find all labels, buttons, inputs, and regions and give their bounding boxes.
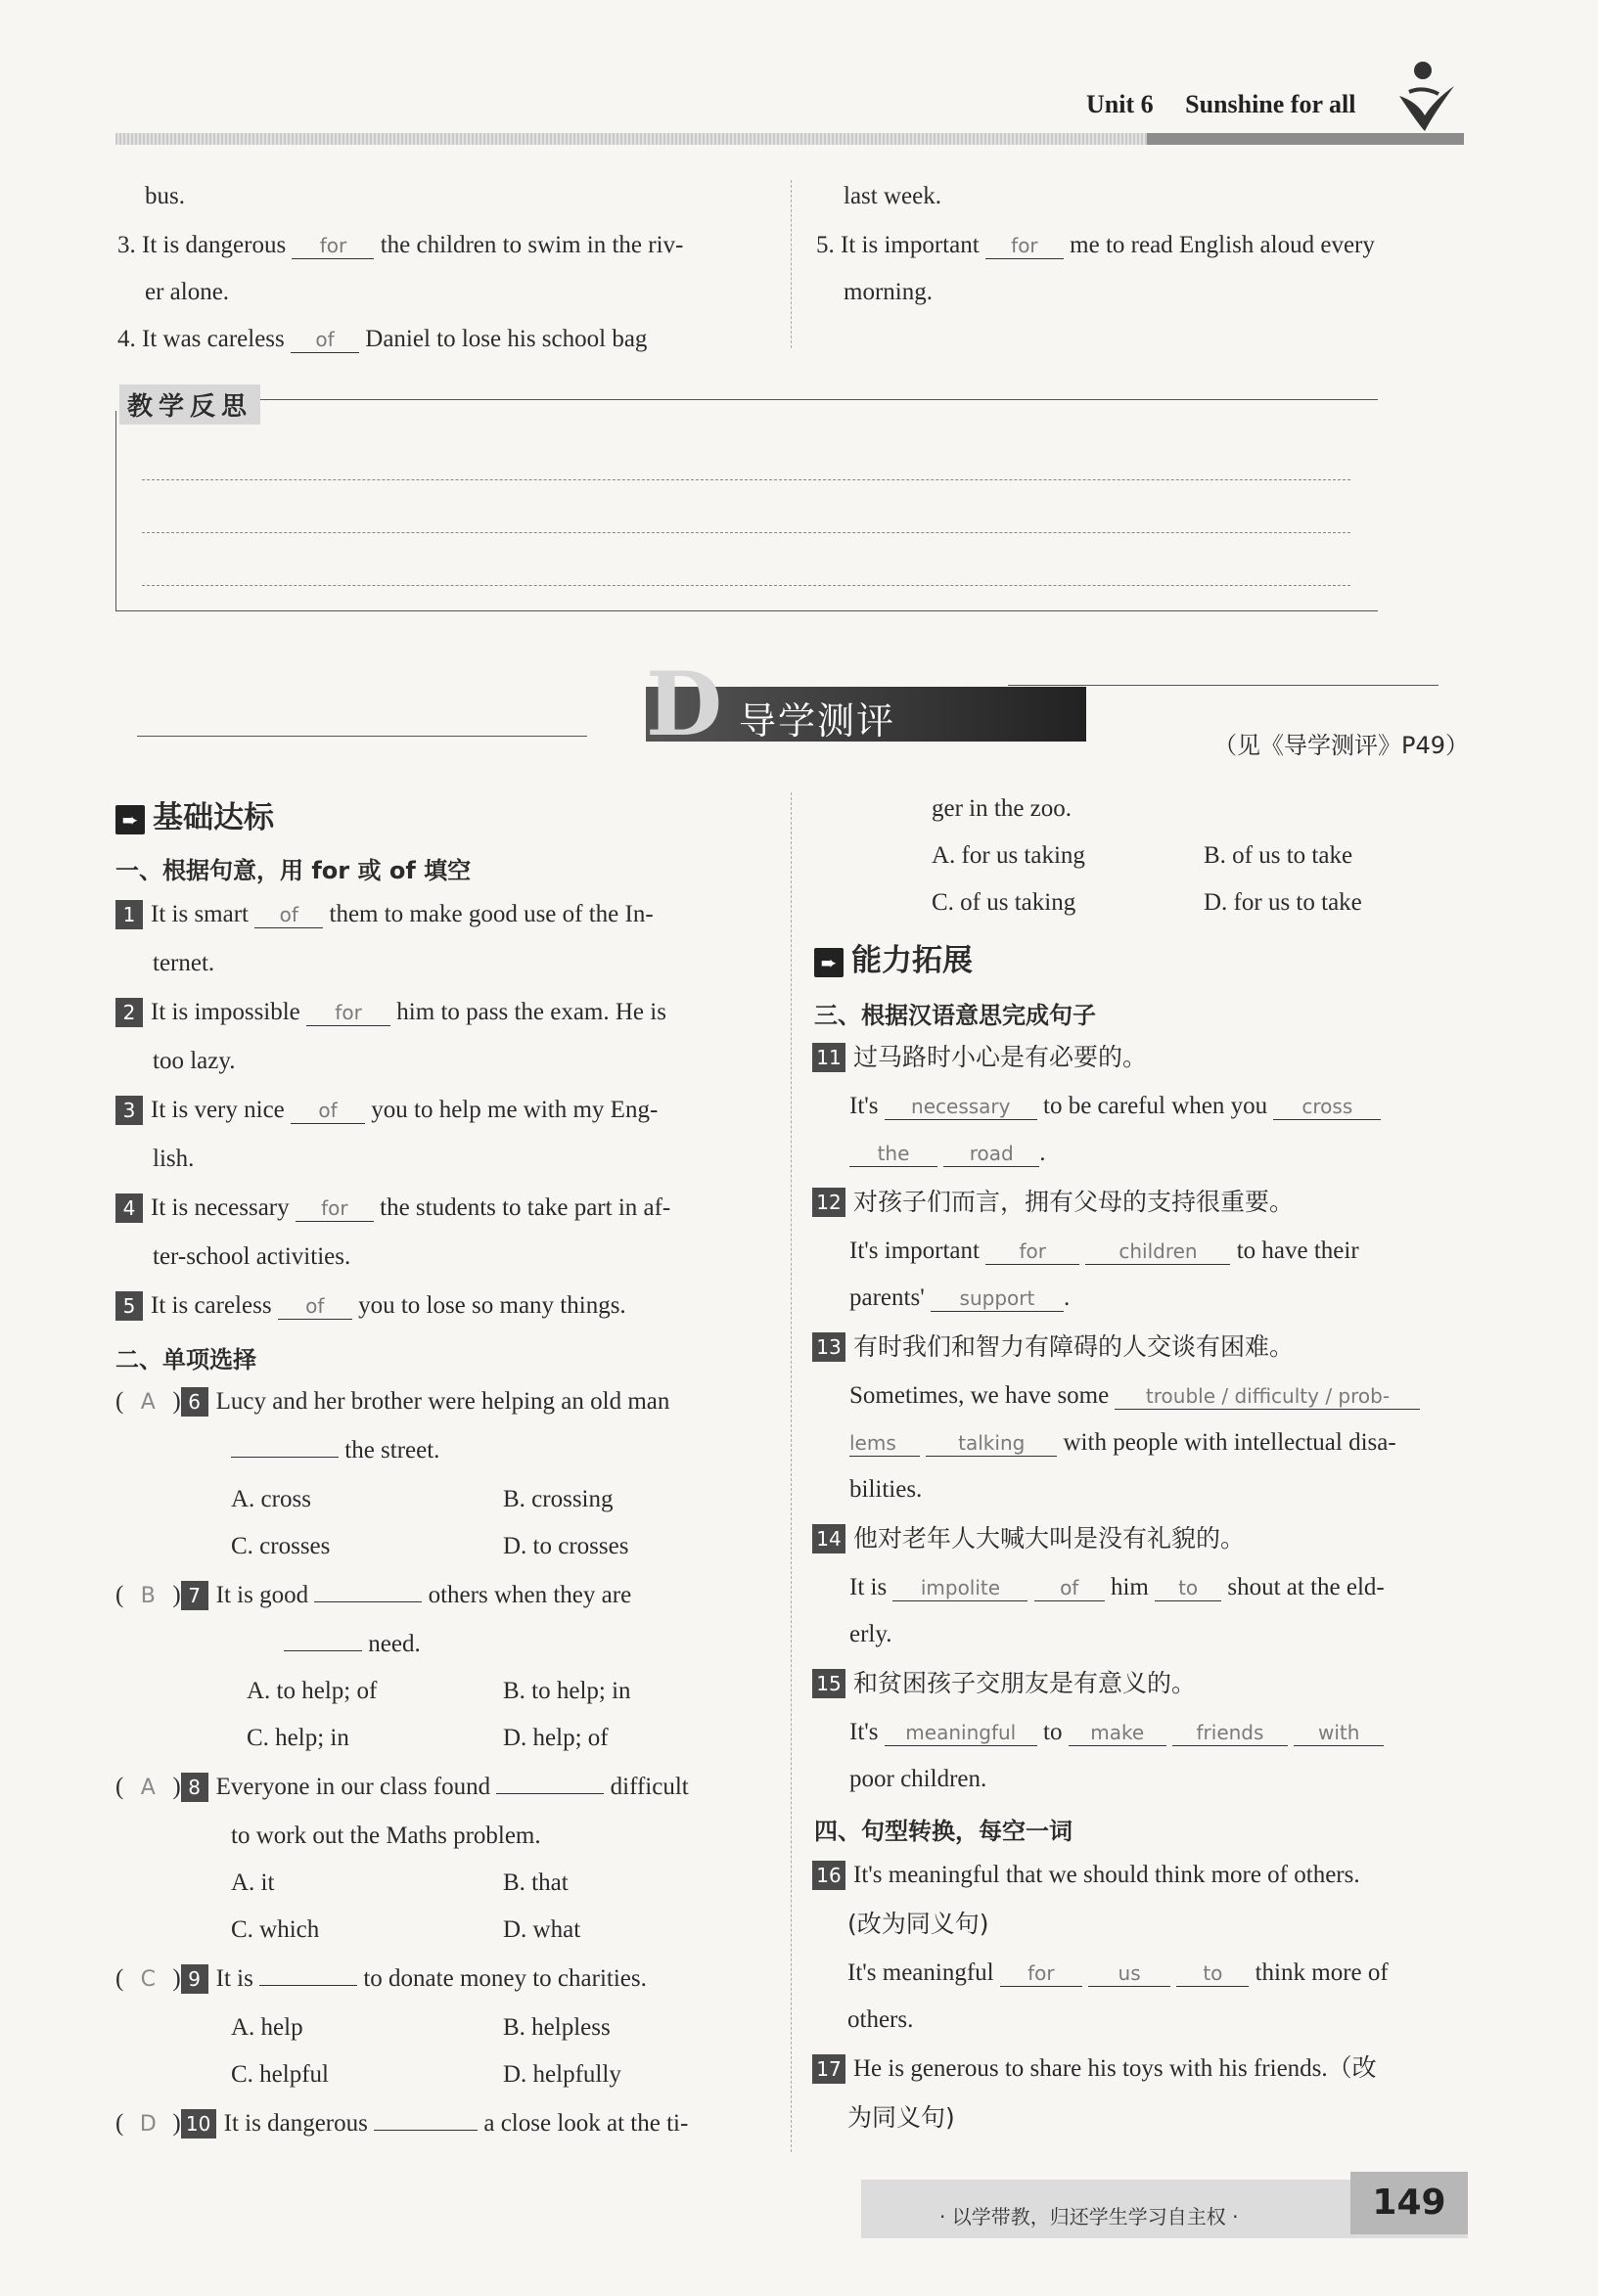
top-line: er alone.: [145, 279, 230, 305]
answer-blank[interactable]: to: [1176, 1960, 1249, 1987]
answer-blank[interactable]: make: [1069, 1720, 1166, 1746]
option[interactable]: C. of us taking: [932, 889, 1076, 916]
answer-blank[interactable]: to: [1155, 1575, 1221, 1601]
part-heading: 一、根据句意，用 for 或 of 填空: [115, 857, 472, 884]
question-5: 5 It is careless of you to lose so many things.: [115, 1291, 626, 1321]
answer-blank[interactable]: children: [1085, 1238, 1230, 1265]
question-1-cont: ternet.: [153, 950, 215, 976]
answer-blank[interactable]: of: [291, 327, 359, 353]
question-12: 12 对孩子们而言，拥有父母的支持很重要。: [812, 1188, 1294, 1217]
answer-slot[interactable]: A: [140, 1776, 156, 1800]
answer-14-cont: erly.: [849, 1621, 892, 1647]
answer-blank[interactable]: talking: [926, 1430, 1057, 1457]
answer-blank[interactable]: for: [292, 233, 374, 259]
option[interactable]: C. help; in: [247, 1725, 349, 1751]
section-heading: ➨ 基础达标: [115, 792, 274, 836]
part-heading: 三、根据汉语意思完成句子: [814, 1002, 1096, 1029]
unit-number: Unit 6: [1086, 90, 1154, 118]
option[interactable]: A. to help; of: [247, 1678, 378, 1704]
question-6: ( A ) 6 Lucy and her brother were helping an old man: [115, 1387, 669, 1418]
answer-11: It's necessary to be careful when you cross: [849, 1092, 1381, 1121]
question-16-note: (改为同义句): [847, 1910, 989, 1938]
answer-blank[interactable]: for: [985, 1238, 1079, 1265]
question-10-cont: ger in the zoo.: [932, 795, 1073, 822]
answer-blank[interactable]: trouble / difficulty / prob-: [1115, 1383, 1420, 1410]
option[interactable]: B. of us to take: [1204, 842, 1353, 869]
answer-slot[interactable]: A: [140, 1390, 156, 1415]
option[interactable]: B. that: [503, 1869, 569, 1896]
part-heading: 四、句型转换，每空一词: [814, 1818, 1073, 1845]
answer-11-cont: the road .: [849, 1139, 1046, 1168]
answer-12: It's important for children to have their: [849, 1238, 1359, 1264]
arrow-icon: ➨: [814, 948, 844, 977]
top-line: morning.: [844, 279, 933, 305]
reference-note: （见《导学测评》P49）: [1213, 732, 1470, 759]
answer-blank[interactable]: of: [278, 1293, 352, 1320]
question-8: ( A ) 8 Everyone in our class found difficult: [115, 1773, 689, 1803]
answer-13: Sometimes, we have some trouble / difficulty / prob-: [849, 1381, 1420, 1411]
question-3-cont: lish.: [153, 1146, 195, 1172]
banner-rule-right: [1008, 685, 1438, 686]
part-heading: 二、单项选择: [115, 1346, 256, 1373]
top-question-4: 4. It was careless of Daniel to lose his school bag: [117, 326, 648, 352]
option[interactable]: D. help; of: [503, 1725, 609, 1751]
column-divider: [791, 180, 792, 348]
question-14: 14 他对老年人大喊大叫是没有礼貌的。: [812, 1524, 1245, 1553]
question-7: ( B ) 7 It is good others when they are: [115, 1581, 631, 1611]
header-rule-accent: [1147, 133, 1464, 145]
question-7-cont: need.: [284, 1630, 421, 1659]
page-header: [1086, 90, 1355, 119]
answer-blank[interactable]: us: [1088, 1960, 1170, 1987]
top-question-5: 5. It is important for me to read English aloud every: [816, 232, 1375, 258]
answer-blank[interactable]: impolite: [892, 1575, 1027, 1601]
question-2-cont: too lazy.: [153, 1048, 236, 1074]
answer-15-cont: poor children.: [849, 1766, 987, 1792]
answer-15: It's meaningful to make friends with: [849, 1718, 1384, 1747]
footer-motto: · 以学带教，归还学生学习自主权 ·: [939, 2205, 1239, 2228]
question-4: 4 It is necessary for the students to take part in af-: [115, 1193, 670, 1223]
column-divider: [791, 792, 792, 2152]
top-line: bus.: [145, 183, 185, 209]
question-6-cont: the street.: [231, 1436, 439, 1465]
banner-rule-left: [137, 736, 587, 737]
answer-blank[interactable]: of: [291, 1098, 365, 1124]
option[interactable]: D. what: [503, 1916, 581, 1943]
question-4-cont: ter-school activities.: [153, 1243, 351, 1270]
answer-16: It's meaningful for us to think more of: [847, 1959, 1389, 1986]
question-17: 17 He is generous to share his toys with his friends.（改: [812, 2054, 1377, 2084]
question-15: 15 和贫困孩子交朋友是有意义的。: [812, 1669, 1196, 1698]
arrow-icon: ➨: [115, 805, 145, 834]
reflection-line[interactable]: [142, 532, 1350, 533]
question-16: 16 It's meaningful that we should think more of others.: [812, 1861, 1360, 1890]
option[interactable]: B. helpless: [503, 2014, 611, 2041]
question-9: ( C ) 9 It is to donate money to charities.: [115, 1964, 647, 1995]
answer-blank[interactable]: road: [943, 1141, 1039, 1167]
reflection-line[interactable]: [142, 585, 1350, 586]
answer-13-cont: lems talking with people with intellectual disa-: [849, 1429, 1396, 1456]
answer-blank[interactable]: for: [1000, 1960, 1082, 1987]
reflection-box-top: [245, 399, 1378, 400]
option[interactable]: A. cross: [231, 1486, 311, 1512]
question-3: 3 It is very nice of you to help me with my Eng-: [115, 1096, 658, 1125]
answer-blank[interactable]: meaningful: [885, 1720, 1037, 1746]
question-2: 2 It is impossible for him to pass the exam. He is: [115, 998, 666, 1027]
option[interactable]: D. helpfully: [503, 2061, 621, 2088]
section-banner: [568, 653, 1008, 756]
banner-title: 导学测评: [739, 699, 896, 743]
answer-blank[interactable]: the: [849, 1141, 937, 1167]
answer-blank[interactable]: for: [296, 1195, 374, 1222]
question-17-note: 为同义句): [847, 2103, 955, 2132]
answer-16-cont: others.: [847, 2006, 914, 2033]
option[interactable]: A. for us taking: [932, 842, 1085, 869]
reader-logo-icon: [1390, 57, 1460, 135]
question-1: 1 It is smart of them to make good use of the In-: [115, 900, 654, 929]
answer-blank[interactable]: lems: [849, 1430, 920, 1457]
option[interactable]: B. crossing: [503, 1486, 614, 1512]
reflection-label: 教学反思: [119, 384, 260, 425]
banner-letter: D: [646, 653, 723, 756]
option[interactable]: A. help: [231, 2014, 303, 2041]
question-11: 11 过马路时小心是有必要的。: [812, 1043, 1147, 1072]
page-number: 149: [1350, 2172, 1468, 2234]
answer-slot[interactable]: D: [139, 2112, 157, 2137]
unit-title: Sunshine for all: [1185, 90, 1356, 118]
option[interactable]: C. helpful: [231, 2061, 329, 2088]
option[interactable]: A. it: [231, 1869, 275, 1896]
answer-blank[interactable]: for: [985, 233, 1064, 259]
answer-blank[interactable]: support: [931, 1285, 1064, 1312]
answer-blank[interactable]: necessary: [885, 1094, 1037, 1120]
option[interactable]: D. to crosses: [503, 1533, 629, 1559]
answer-blank[interactable]: of: [254, 902, 323, 928]
answer-slot[interactable]: C: [140, 1967, 157, 1992]
answer-blank[interactable]: friends: [1172, 1720, 1288, 1746]
reflection-line[interactable]: [142, 479, 1350, 480]
answer-14: It is impolite of him to shout at the eld-: [849, 1574, 1385, 1600]
answer-blank[interactable]: with: [1294, 1720, 1384, 1746]
option[interactable]: C. crosses: [231, 1533, 331, 1559]
question-10: ( D ) 10 It is dangerous a close look at the ti-: [115, 2109, 688, 2139]
option[interactable]: B. to help; in: [503, 1678, 631, 1704]
top-line: last week.: [844, 183, 941, 209]
answer-blank[interactable]: cross: [1273, 1094, 1381, 1120]
top-question-3: 3. It is dangerous for the children to swim in the riv-: [117, 232, 684, 258]
answer-blank[interactable]: of: [1034, 1575, 1105, 1601]
answer-13-cont: bilities.: [849, 1476, 923, 1503]
question-13: 13 有时我们和智力有障碍的人交谈有困难。: [812, 1332, 1294, 1362]
option[interactable]: C. which: [231, 1916, 320, 1943]
answer-slot[interactable]: B: [140, 1584, 156, 1608]
question-8-cont: to work out the Maths problem.: [231, 1823, 541, 1849]
option[interactable]: D. for us to take: [1204, 889, 1362, 916]
answer-blank[interactable]: for: [306, 1000, 390, 1026]
section-heading: ➨ 能力拓展: [814, 935, 973, 979]
reflection-box: [115, 411, 1378, 611]
answer-12-cont: parents' support .: [849, 1284, 1071, 1311]
